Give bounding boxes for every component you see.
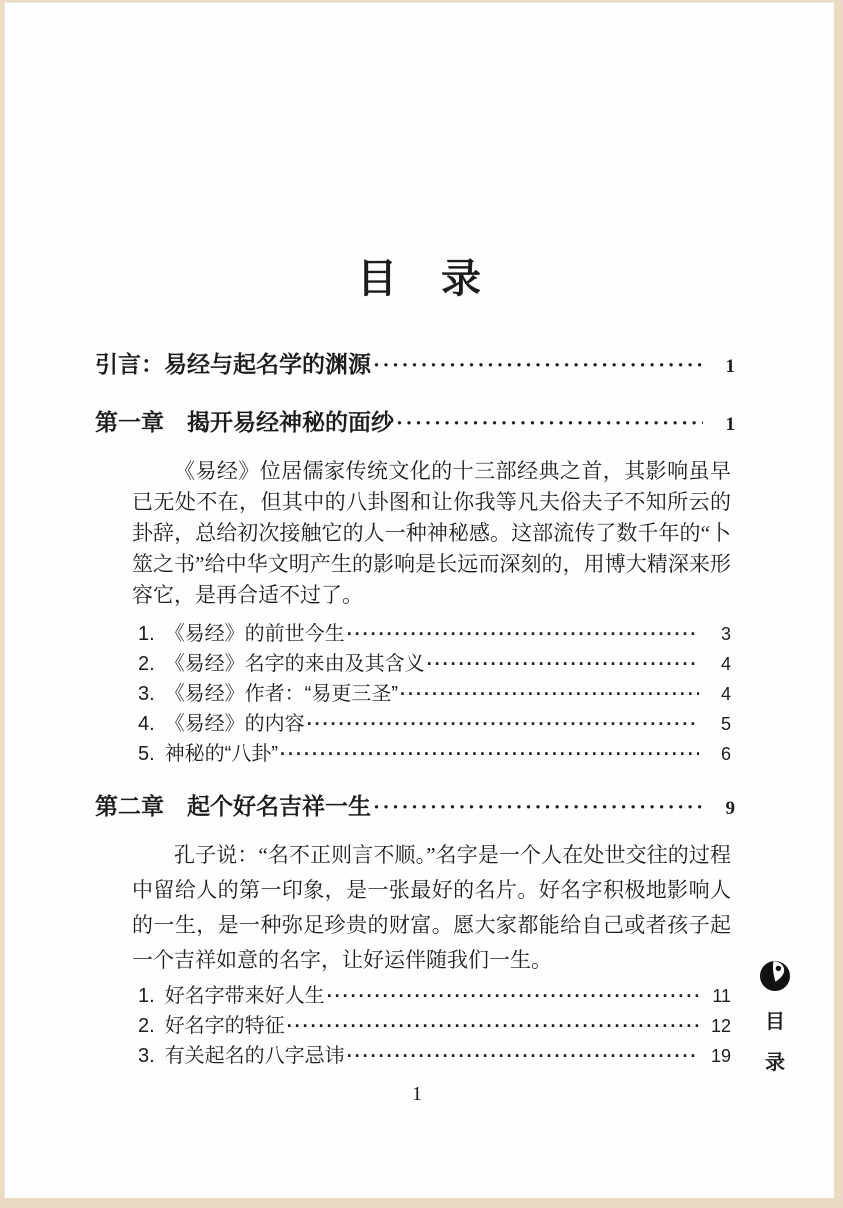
toc-item-label: 《易经》作者：“易更三圣” — [164, 683, 399, 705]
dot-leader — [400, 679, 699, 709]
toc-item-number: 2. — [138, 653, 155, 675]
toc-item — [138, 739, 731, 769]
dot-leader — [287, 1011, 699, 1041]
toc-entry-label: 第二章 起个好名吉祥一生 — [95, 794, 371, 819]
toc-entry-page-number: 1 — [725, 414, 735, 435]
toc-item-number: 1. — [138, 623, 155, 645]
toc-item-page-number: 4 — [720, 684, 731, 704]
toc-item-page-number: 3 — [720, 624, 731, 644]
toc-item-label: 有关起名的八字忌讳 — [164, 1045, 345, 1067]
chapter-2-summary: 孔子说：“名不正则言不顺。”名字是一个人在处世交往的过程中留给人的第一印象，是一张最好的名片。好名字积极地影响人的一生，是一种弥足珍贵的财富。愿大家都能给自己或者孩子起一个吉祥如意的名字，让好运伴随我们一生。 — [132, 843, 731, 972]
toc-item-page-number: 6 — [720, 744, 731, 764]
toc-item — [138, 1011, 731, 1041]
toc-item — [138, 679, 731, 709]
dot-leader — [347, 1041, 699, 1071]
dot-leader — [373, 792, 703, 822]
margin-chapter-tab — [756, 960, 794, 1075]
dot-leader — [373, 350, 703, 380]
dot-leader — [280, 739, 699, 769]
toc-item — [138, 649, 731, 679]
toc-item-label: 好名字的特征 — [164, 1015, 285, 1037]
toc-item-page-number: 12 — [710, 1016, 731, 1036]
toc-item — [138, 619, 731, 649]
chapter-1-summary: 《易经》位居儒家传统文化的十三部经典之首，其影响虽早已无处不在，但其中的八卦图和让你我等凡夫俗夫子不知所云的卦辞，总给初次接触它的人一种神秘感。这部流传了数千年的“卜筮之书”给中华文明产生的影响是长远而深刻的，用博大精深来形容它，是再合适不过了。 — [132, 459, 731, 607]
page-title: 目 录 — [357, 256, 483, 301]
margin-tab-char: 目 — [765, 1011, 785, 1033]
toc-item-label: 《易经》名字的来由及其含义 — [164, 653, 425, 675]
toc-content — [95, 2, 735, 1071]
toc-item-page-number: 5 — [720, 714, 731, 734]
toc-item — [138, 981, 731, 1011]
toc-item-label: 《易经》的前世今生 — [164, 623, 345, 645]
toc-item — [138, 709, 731, 739]
toc-item-number: 3. — [138, 683, 155, 705]
toc-entry-label: 第一章 揭开易经神秘的面纱 — [95, 410, 394, 435]
toc-entry-chapter-2 — [95, 792, 735, 824]
toc-entry-page-number: 9 — [725, 798, 735, 819]
toc-item-page-number: 19 — [710, 1046, 731, 1066]
toc-item-page-number: 4 — [720, 654, 731, 674]
yin-yang-icon — [759, 960, 791, 992]
toc-entry-chapter-1 — [95, 408, 735, 440]
toc-entry-page-number: 1 — [725, 356, 735, 377]
toc-item-number: 4. — [138, 713, 155, 735]
toc-item-number: 5. — [138, 743, 155, 765]
book-page — [4, 2, 834, 1198]
folio-page-number: 1 — [412, 1083, 422, 1105]
toc-entry-label: 引言：易经与起名学的渊源 — [95, 352, 371, 377]
dot-leader — [427, 649, 699, 679]
toc-item-label: 《易经》的内容 — [164, 713, 305, 735]
toc-item-page-number: 11 — [712, 986, 731, 1006]
chapter-1-item-list — [138, 619, 731, 769]
toc-item — [138, 1041, 731, 1071]
toc-entry-intro-chapter — [95, 350, 735, 382]
toc-item-number: 2. — [138, 1015, 155, 1037]
toc-item-number: 1. — [138, 985, 155, 1007]
toc-item-label: 好名字带来好人生 — [164, 985, 325, 1007]
dot-leader — [307, 709, 699, 739]
dot-leader — [327, 981, 699, 1011]
toc-item-number: 3. — [138, 1045, 155, 1067]
toc-item-label: 神秘的“八卦” — [164, 743, 279, 765]
margin-tab-char: 录 — [765, 1052, 785, 1074]
dot-leader — [396, 408, 703, 438]
chapter-2-item-list — [138, 981, 731, 1071]
dot-leader — [347, 619, 699, 649]
